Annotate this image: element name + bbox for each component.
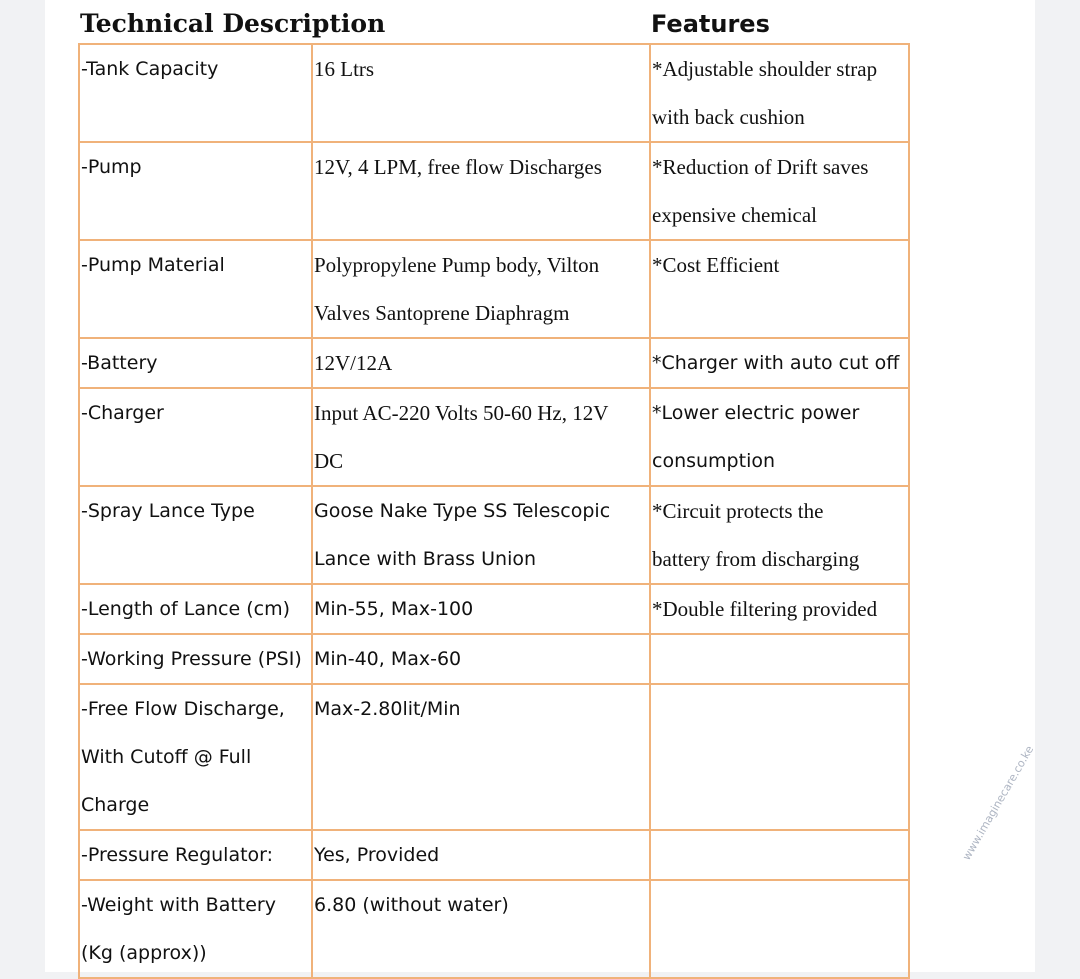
spec-label-cell: [79, 44, 312, 142]
spec-value-line: 12V, 4 LPM, free flow Discharges: [314, 155, 602, 179]
spec-value-line: Min-55, Max-100: [314, 598, 474, 620]
feature-line: *Reduction of Drift saves: [652, 155, 869, 179]
spec-value-line: 16 Ltrs: [314, 57, 375, 81]
spec-label-cell: [79, 584, 312, 634]
spec-label-cell: [79, 684, 312, 830]
spec-label-cell: [79, 830, 312, 880]
table-row: [79, 584, 909, 634]
spec-value-line: Polypropylene Pump body, Vilton: [314, 253, 600, 277]
feature-line: *Cost Efficient: [652, 253, 780, 277]
spec-label-line: -Tank Capacity: [81, 58, 219, 80]
spec-label-line: -Pump Material: [81, 254, 225, 276]
feature-cell: [650, 486, 909, 584]
spec-value-line: Min-40, Max-60: [314, 648, 462, 670]
table-row: [79, 44, 909, 142]
spec-label-cell: [79, 240, 312, 338]
spec-value-line: Yes, Provided: [314, 844, 440, 866]
feature-line: *Adjustable shoulder strap: [652, 57, 878, 81]
spec-value-cell: [312, 240, 650, 338]
spec-label-line: -Working Pressure (PSI): [81, 648, 302, 670]
spec-label-line: -Spray Lance Type: [81, 500, 255, 522]
watermark-text: www.imaginecare.co.ke: [960, 743, 1037, 863]
feature-line: with back cushion: [652, 105, 805, 129]
spec-value-cell: [312, 142, 650, 240]
spec-value-cell: [312, 486, 650, 584]
feature-cell: [650, 584, 909, 634]
spec-label-line: -Pump: [81, 156, 142, 178]
spec-value-line: Lance with Brass Union: [314, 548, 537, 570]
table-row: [79, 142, 909, 240]
spec-label-line: -Length of Lance (cm): [81, 598, 291, 620]
spec-value-line: Goose Nake Type SS Telescopic: [314, 500, 611, 522]
spec-label-line: -Battery: [81, 352, 158, 374]
spec-label-line: -Weight with Battery: [81, 894, 276, 916]
table-row: [79, 880, 909, 978]
feature-line: battery from discharging: [652, 547, 860, 571]
spec-value-cell: [312, 634, 650, 684]
technical-description-heading: Technical Description: [80, 9, 386, 38]
spec-label-line: With Cutoff @ Full: [81, 746, 252, 768]
feature-line: *Lower electric power: [652, 402, 860, 424]
spec-label-cell: [79, 634, 312, 684]
spec-value-cell: [312, 338, 650, 388]
spec-label-line: Charge: [81, 794, 150, 816]
table-row: [79, 684, 909, 830]
spec-table-body: [79, 44, 909, 978]
spec-label-line: -Charger: [81, 402, 164, 424]
table-row: [79, 634, 909, 684]
spec-value-cell: [312, 684, 650, 830]
feature-cell: [650, 44, 909, 142]
spec-value-line: Input AC-220 Volts 50-60 Hz, 12V: [314, 401, 609, 425]
spec-value-cell: [312, 44, 650, 142]
feature-cell: [650, 240, 909, 338]
table-row: [79, 388, 909, 486]
table-row: [79, 830, 909, 880]
feature-cell: [650, 634, 909, 684]
spec-value-cell: [312, 388, 650, 486]
feature-line: *Double filtering provided: [652, 597, 878, 621]
feature-line: consumption: [652, 450, 776, 472]
table-row: [79, 338, 909, 388]
spec-label-cell: [79, 142, 312, 240]
feature-cell: [650, 338, 909, 388]
spec-value-line: 6.80 (without water): [314, 894, 509, 916]
feature-line: *Circuit protects the: [652, 499, 824, 523]
spec-value-line: 12V/12A: [314, 351, 393, 375]
feature-cell: [650, 142, 909, 240]
spec-label-cell: [79, 388, 312, 486]
spec-label-cell: [79, 486, 312, 584]
features-heading: Features: [651, 10, 770, 38]
feature-line: *Charger with auto cut off: [652, 352, 900, 374]
feature-cell: [650, 880, 909, 978]
spec-label-line: -Pressure Regulator:: [81, 844, 274, 866]
spec-label-cell: [79, 880, 312, 978]
spec-value-cell: [312, 880, 650, 978]
feature-cell: [650, 830, 909, 880]
spec-label-line: (Kg (approx)): [81, 942, 207, 964]
spec-label-cell: [79, 338, 312, 388]
table-row: [79, 486, 909, 584]
spec-value-line: Max-2.80lit/Min: [314, 698, 461, 720]
spec-value-line: DC: [314, 449, 344, 473]
spec-value-cell: [312, 584, 650, 634]
feature-cell: [650, 388, 909, 486]
spec-label-line: -Free Flow Discharge,: [81, 698, 285, 720]
spec-value-cell: [312, 830, 650, 880]
spec-value-line: Valves Santoprene Diaphragm: [314, 301, 570, 325]
spec-table: [78, 43, 910, 979]
feature-cell: [650, 684, 909, 830]
feature-line: expensive chemical: [652, 203, 818, 227]
table-row: [79, 240, 909, 338]
